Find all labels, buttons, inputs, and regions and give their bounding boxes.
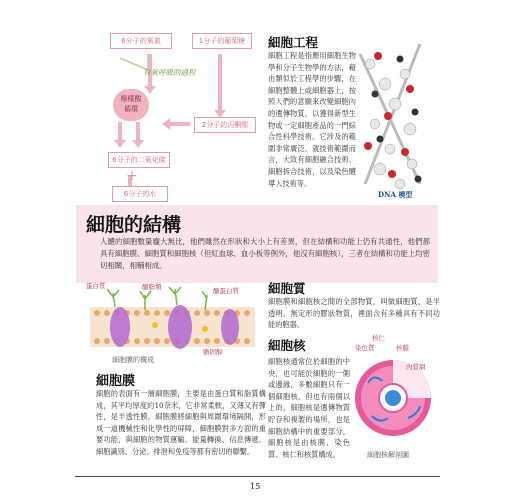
- membrane-title: 細胞膜: [96, 374, 136, 389]
- pyruvate-box: [194, 117, 256, 133]
- nucleus-text: 細胞核通常位於細胞的中央，也可能於細胞的一側或邊緣，多數細胞只有一個細胞核，但也有兩個以上的，細胞核是遺傳物質貯存和複製的場所，也是細胞結構中的重要部分，細胞核是由核膜、染色質、核仁和核質構成。: [268, 357, 350, 459]
- footer-rule: [75, 476, 440, 477]
- glucose-box: [192, 33, 252, 49]
- water-box: [112, 186, 168, 202]
- dna-model-image: [350, 34, 430, 194]
- structure-title: 細胞的結構: [86, 214, 182, 236]
- cholesterol-label: 膽固醇: [203, 348, 223, 356]
- citric-acid-cycle: 檸檬酸 循環: [113, 89, 149, 121]
- pyruvate-label: 2分子的丙酮酸: [201, 121, 249, 129]
- glucose-label: 1分子的葡萄糖: [198, 37, 246, 45]
- glycolipid-label: 醣脂類: [142, 283, 162, 291]
- glycoprotein-label: 醣蛋白質: [213, 287, 239, 295]
- protein-label: 蛋白質: [86, 282, 106, 290]
- nucleolus-label: 核仁: [372, 334, 385, 342]
- respiration-label: 有氧呼吸的過程: [143, 68, 196, 77]
- oxygen-box: [110, 33, 172, 49]
- water-label: 6分子的水: [123, 190, 157, 198]
- cytoplasm-title: 細胞質: [268, 281, 306, 296]
- chromatin-label: 染色質: [355, 344, 375, 352]
- structure-text: 人體的細胞數量龐大無比，他們雖然在形狀和大小上有差異，但在結構和功能上仍有共通性，他們都具有細胞膜、細胞質和細胞核（但紅血球、血小板等例外，他沒有細胞核），三者在結構和功能上均密切相關，相輔相成。: [100, 237, 430, 270]
- inner-membrane-label: 內質網: [406, 363, 426, 371]
- engineering-title: 細胞工程: [268, 35, 319, 50]
- cytoplasm-text: 細胞膜和細胞核之間的全部物質，叫做細胞質，是半透明、無定形的膠狀物質，裡面含有多種具有不同功能的胞器。: [268, 297, 440, 330]
- co2-label: 6分子的二氧化碳: [112, 156, 166, 164]
- nucleus-title: 細胞核: [268, 338, 306, 353]
- membrane-caption: 細胞膜的構成: [112, 356, 154, 364]
- plus-sign: +: [126, 168, 138, 184]
- nucleus-caption: 細胞核解剖圖: [367, 451, 409, 459]
- engineering-text: 細胞工程是指應用細胞生物學和分子生物學的方法，藉由類似於工程學的步驟，在細胞整體上或細胞器上，按照人們的意願來改變細胞內的遺傳物質，以獲得新型生物或一定細胞產品的一門綜合性科學技術。它涉及的範圍非常廣泛，就技術範圍而言，大致有細胞融合技術、細胞拆合技術，以及染色體導入技術等。: [268, 51, 356, 188]
- membrane-figure: [85, 285, 260, 365]
- co2-box: [108, 152, 170, 168]
- dna-caption: DNA 模型: [378, 190, 413, 199]
- membrane-text: 細胞的表面有一層細胞膜，主要是由蛋白質和脂質構成，其平均厚度約10奈米，它非常柔軟，又薄又有彈性，是半透性膜。細胞膜將細胞與周圍環境隔開，形成一道機械性和化學性的屏障，細胞膜對多方面的重要功能，與細胞的物質運輸、能量轉換、信息傳遞、細胞識別、分泌、排泄和免疫等都有密切的聯繫。: [96, 389, 266, 456]
- oxygen-label: 6分子的氧氣: [121, 37, 161, 45]
- page-number: 15: [250, 482, 261, 491]
- nuclear-membrane-label: 核膜: [396, 344, 409, 352]
- nucleus-figure: [348, 338, 438, 453]
